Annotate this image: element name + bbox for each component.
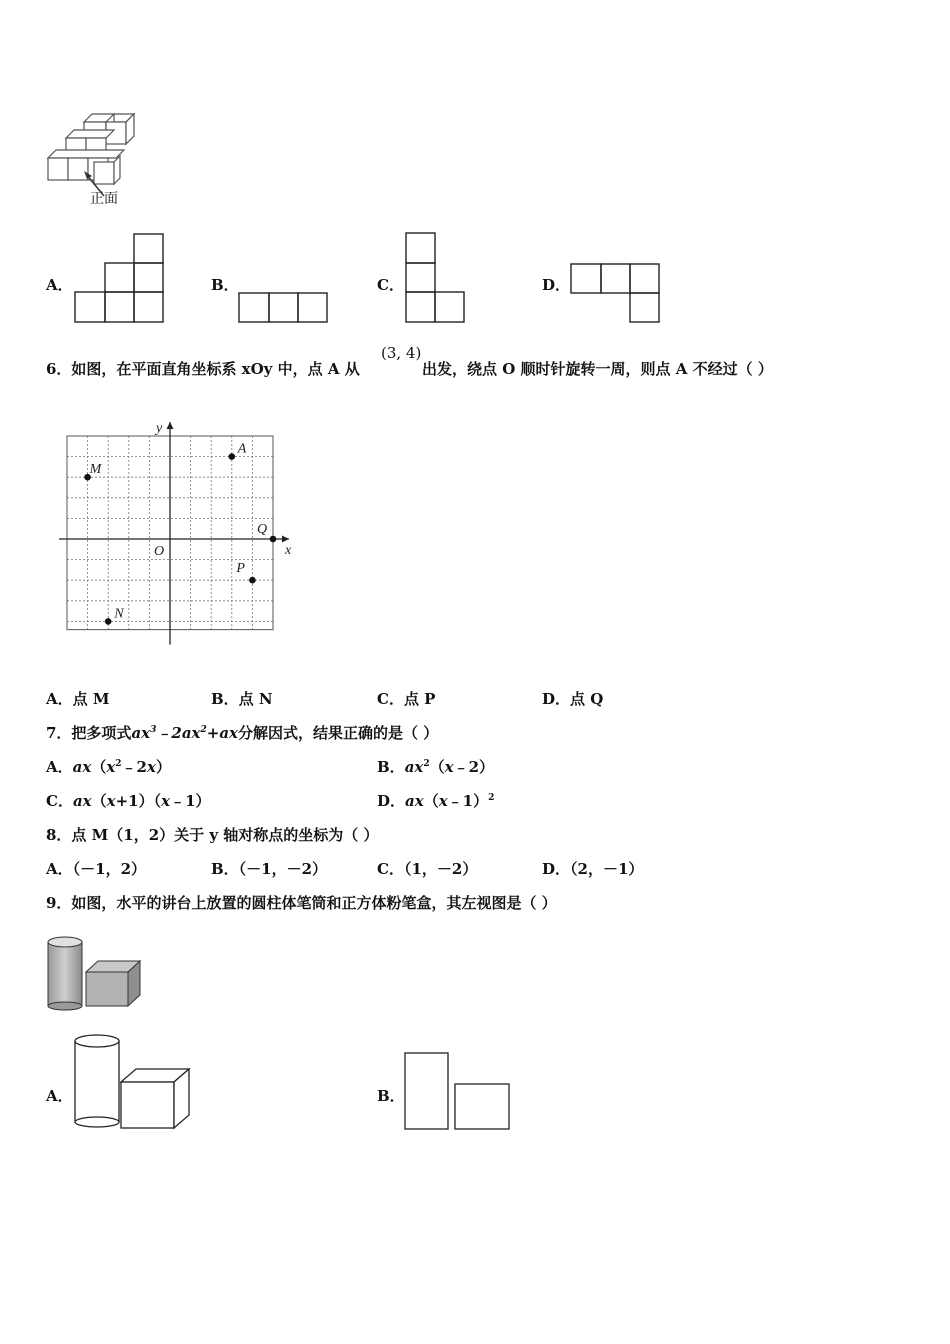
q6-stem-after: 出发，绕点 O 顺时针旋转一周，则点 A 不经过（ ） bbox=[422, 360, 773, 378]
q8-option-c[interactable]: C．（1，－2） bbox=[377, 860, 478, 878]
origin-label: O bbox=[154, 544, 165, 559]
q7-stem-prefix: 7．把多项式 bbox=[46, 724, 132, 742]
y-axis-label: y bbox=[156, 421, 163, 436]
q5-option-d-label[interactable]: D． bbox=[542, 276, 571, 294]
q7-option-b[interactable]: B．$ax^2(x﹣2)$ bbox=[377, 758, 495, 776]
q6-option-b[interactable]: B．点 N bbox=[211, 690, 273, 708]
q7-stem-suffix: 分解因式，结果正确的是（ ） bbox=[238, 724, 439, 742]
q6-option-c[interactable]: C．点 P bbox=[377, 690, 436, 708]
q7-option-c[interactable]: C．ax（x+1）（x﹣1） bbox=[46, 792, 211, 810]
point-n bbox=[105, 618, 112, 625]
q6-option-a[interactable]: A．点 M bbox=[46, 690, 110, 708]
q8-option-a[interactable]: A．（－1，2） bbox=[46, 860, 147, 878]
q9-stem: 9．如图，水平的讲台上放置的圆柱体笔筒和正方体粉笔盒，其左视图是（ ） bbox=[46, 894, 557, 912]
q9-cylinder-cube-figure bbox=[44, 934, 142, 1012]
q5-option-a-label[interactable]: A． bbox=[46, 276, 73, 294]
q7-option-a[interactable]: A．$ax(x^2﹣2x)$ bbox=[46, 758, 171, 776]
q9-option-b-label[interactable]: B． bbox=[377, 1087, 405, 1105]
q7-option-d[interactable]: D．ax（x﹣1）$^2$ bbox=[377, 792, 495, 810]
point-p bbox=[249, 577, 256, 584]
q9-option-b-figure[interactable] bbox=[403, 1052, 513, 1132]
q8-stem: 8．点 M（1，2）关于 y 轴对称点的坐标为（ ） bbox=[46, 826, 379, 844]
q9-option-a-label[interactable]: A． bbox=[46, 1087, 73, 1105]
q8-option-d[interactable]: D．（2，－1） bbox=[542, 860, 644, 878]
q6-stem-before: 6．如图，在平面直角坐标系 xOy 中，点 A 从 bbox=[46, 360, 360, 378]
q6-coordinate: (3, 4) bbox=[381, 344, 422, 362]
q6-option-d[interactable]: D．点 Q bbox=[542, 690, 604, 708]
point-label-n: N bbox=[114, 606, 124, 622]
x-axis-label: x bbox=[285, 543, 292, 558]
point-label-q: Q bbox=[257, 522, 268, 537]
q9-option-a-figure[interactable] bbox=[72, 1032, 194, 1132]
q7-polynomial: $ax^3﹣2ax^2+ax$ bbox=[131, 724, 238, 742]
q8-option-b[interactable]: B．（－1，－2） bbox=[211, 860, 328, 878]
q5-front-label: 正面 bbox=[90, 191, 118, 207]
point-a bbox=[229, 453, 236, 460]
q7-stem bbox=[46, 722, 438, 743]
point-label-a: A bbox=[237, 441, 247, 457]
y-axis-arrow bbox=[167, 422, 174, 429]
x-axis-arrow bbox=[282, 536, 289, 543]
point-q bbox=[270, 536, 277, 543]
q5-option-c-label[interactable]: C． bbox=[377, 276, 404, 294]
point-label-m: M bbox=[89, 462, 102, 478]
point-label-p: P bbox=[236, 561, 245, 577]
q5-option-b-label[interactable]: B． bbox=[211, 276, 239, 294]
